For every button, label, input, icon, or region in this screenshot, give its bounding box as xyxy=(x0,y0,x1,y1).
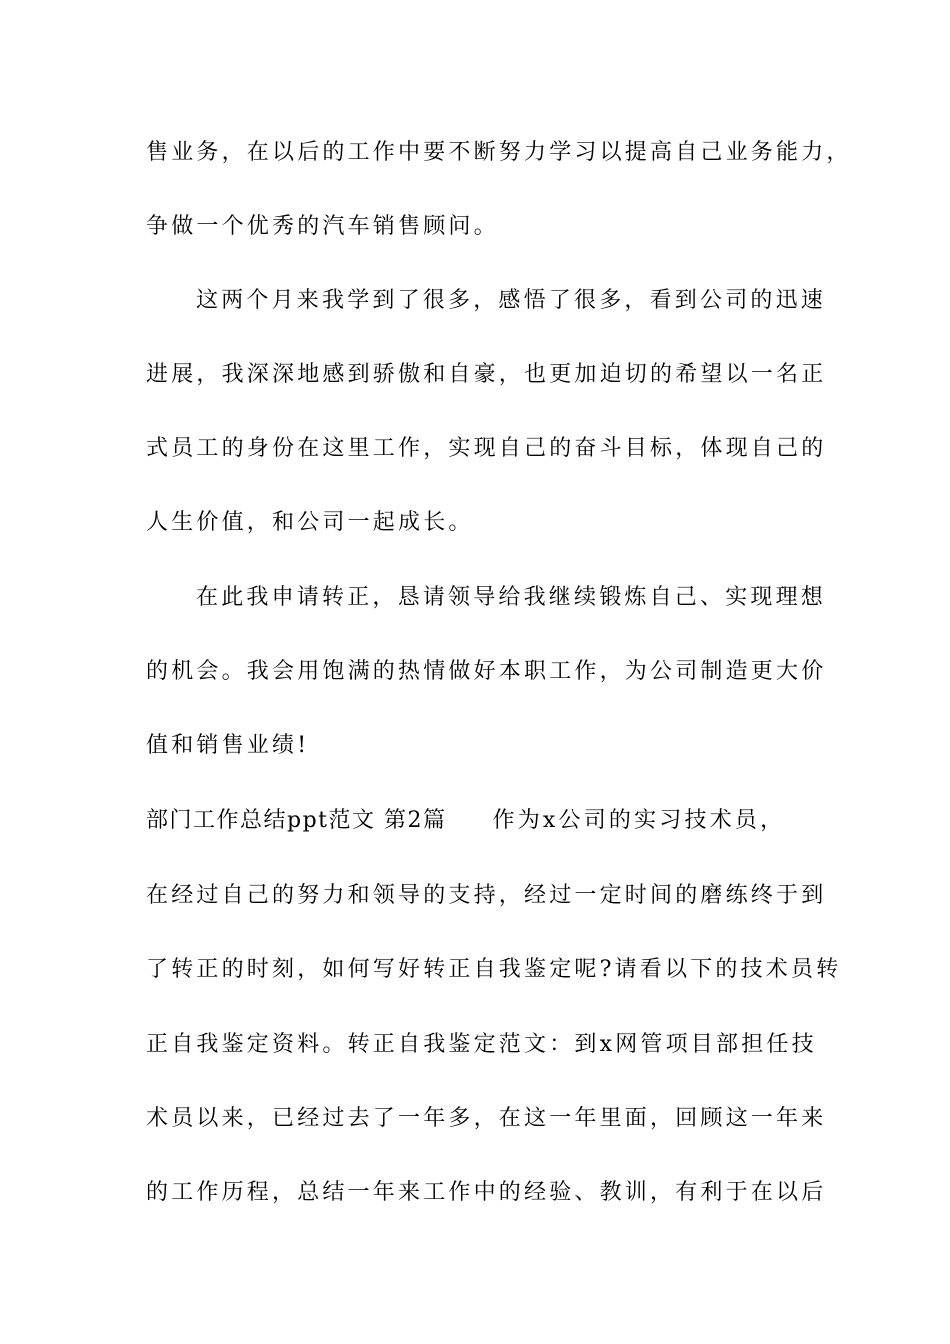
paragraph-line: 术员以来，已经过去了一年多，在这一年里面，回顾这一年来 xyxy=(146,1106,827,1131)
paragraph-line: 正自我鉴定资料。转正自我鉴定范文：到x网管项目部担任技 xyxy=(146,1032,817,1057)
paragraph-line: 式员工的身份在这里工作，实现自己的奋斗目标，体现自己的 xyxy=(146,436,827,461)
paragraph-line: 了转正的时刻，如何写好转正自我鉴定呢?请看以下的技术员转 xyxy=(146,957,842,982)
paragraph-line: 这两个月来我学到了很多，感悟了很多，看到公司的迅速 xyxy=(196,288,827,313)
paragraph-line: 在此我申请转正，恳请领导给我继续锻炼自己、实现理想 xyxy=(196,585,827,610)
paragraph-line: 的机会。我会用饱满的热情做好本职工作，为公司制造更大价 xyxy=(146,659,827,684)
paragraph-line: 售业务，在以后的工作中要不断努力学习以提高自己业务能力， xyxy=(146,140,852,165)
section-heading-line xyxy=(146,806,816,836)
paragraph-line: 争做一个优秀的汽车销售顾问。 xyxy=(146,214,499,239)
paragraph-line: 值和销售业绩! xyxy=(146,733,310,758)
paragraph-line: 人生价值，和公司一起成长。 xyxy=(146,510,474,535)
paragraph-line: 进展，我深深地感到骄傲和自豪，也更加迫切的希望以一名正 xyxy=(146,362,827,387)
section-heading-title: 部门工作总结ppt范文 第2篇 xyxy=(146,808,447,833)
paragraph-line: 在经过自己的努力和领导的支持，经过一定时间的磨练终于到 xyxy=(146,883,827,908)
paragraph-line: 的工作历程，总结一年来工作中的经验、教训，有利于在以后 xyxy=(146,1180,827,1205)
section-heading-text: 作为x公司的实习技术员， xyxy=(492,808,786,833)
